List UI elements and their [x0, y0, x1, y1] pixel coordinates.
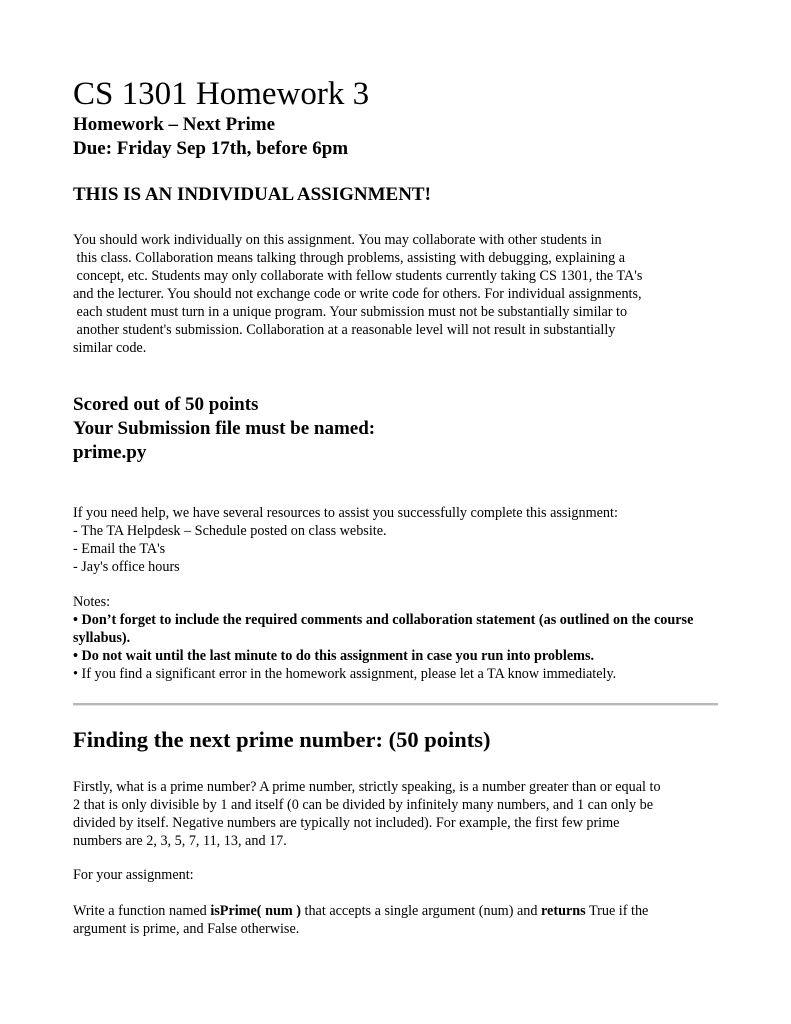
task-line-2: argument is prime, and False otherwise. — [73, 921, 300, 937]
note-deadline: • Do not wait until the last minute to do this assignment in case you run into problems. — [73, 648, 595, 664]
submission-file-label: Your Submission file must be named: — [73, 418, 376, 439]
definition-line: Firstly, what is a prime number? A prime number, strictly speaking, is a number greater than or equal to — [73, 779, 661, 795]
task-description — [73, 902, 723, 938]
homework-subtitle: Homework – Next Prime — [73, 114, 276, 135]
page-title: CS 1301 Homework 3 — [73, 76, 370, 112]
score-heading: Scored out of 50 points — [73, 394, 259, 415]
note-errors: • If you find a significant error in the homework assignment, please let a TA know immediately. — [73, 666, 617, 682]
for-assignment-text: For your assignment: — [73, 867, 194, 883]
submission-file-name: prime.py — [73, 442, 147, 463]
help-intro: If you need help, we have several resources to assist you successfully complete this assignment: — [73, 505, 618, 521]
task-text: True if the — [585, 903, 649, 919]
horizontal-divider — [73, 703, 718, 706]
task-line-1 — [73, 902, 723, 920]
notes-section — [73, 593, 723, 683]
collaboration-line: and the lecturer. You should not exchange code or write code for others. For individual assignments, — [73, 286, 642, 302]
collaboration-line: this class. Collaboration means talking through problems, assisting with debugging, explaining a — [73, 250, 626, 266]
definition-line: numbers are 2, 3, 5, 7, 11, 13, and 17. — [73, 833, 287, 849]
individual-warning: THIS IS AN INDIVIDUAL ASSIGNMENT! — [73, 184, 431, 205]
collaboration-line: concept, etc. Students may only collaborate with fellow students currently taking CS 1301, the TA's — [73, 268, 643, 284]
returns-keyword: returns — [541, 903, 586, 919]
prime-definition — [73, 778, 723, 850]
help-item: - Jay's office hours — [73, 559, 180, 575]
definition-line: divided by itself. Negative numbers are typically not included). For example, the first few prime — [73, 815, 620, 831]
notes-label: Notes: — [73, 594, 111, 610]
collaboration-line: similar code. — [73, 340, 147, 356]
definition-line: 2 that is only divisible by 1 and itself (0 can be divided by infinitely many numbers, and 1 can only be — [73, 797, 653, 813]
collaboration-line: You should work individually on this assignment. You may collaborate with other students in — [73, 232, 602, 248]
collaboration-line: another student's submission. Collaboration at a reasonable level will not result in substantially — [73, 322, 616, 338]
help-resources — [73, 504, 723, 576]
function-name: isPrime( num ) — [210, 903, 301, 919]
for-assignment-label — [73, 866, 723, 884]
section-title: Finding the next prime number: (50 points) — [73, 727, 491, 752]
task-text: Write a function named — [73, 903, 211, 919]
collaboration-line: each student must turn in a unique program. Your submission must not be substantially similar to — [73, 304, 628, 320]
note-comments: • Don’t forget to include the required comments and collaboration statement (as outlined on the course syllabus). — [73, 612, 694, 646]
due-date: Due: Friday Sep 17th, before 6pm — [73, 138, 349, 159]
help-item: - Email the TA's — [73, 541, 166, 557]
collaboration-policy — [73, 231, 723, 357]
help-item: - The TA Helpdesk – Schedule posted on class website. — [73, 523, 387, 539]
task-text: that accepts a single argument (num) and — [300, 903, 542, 919]
